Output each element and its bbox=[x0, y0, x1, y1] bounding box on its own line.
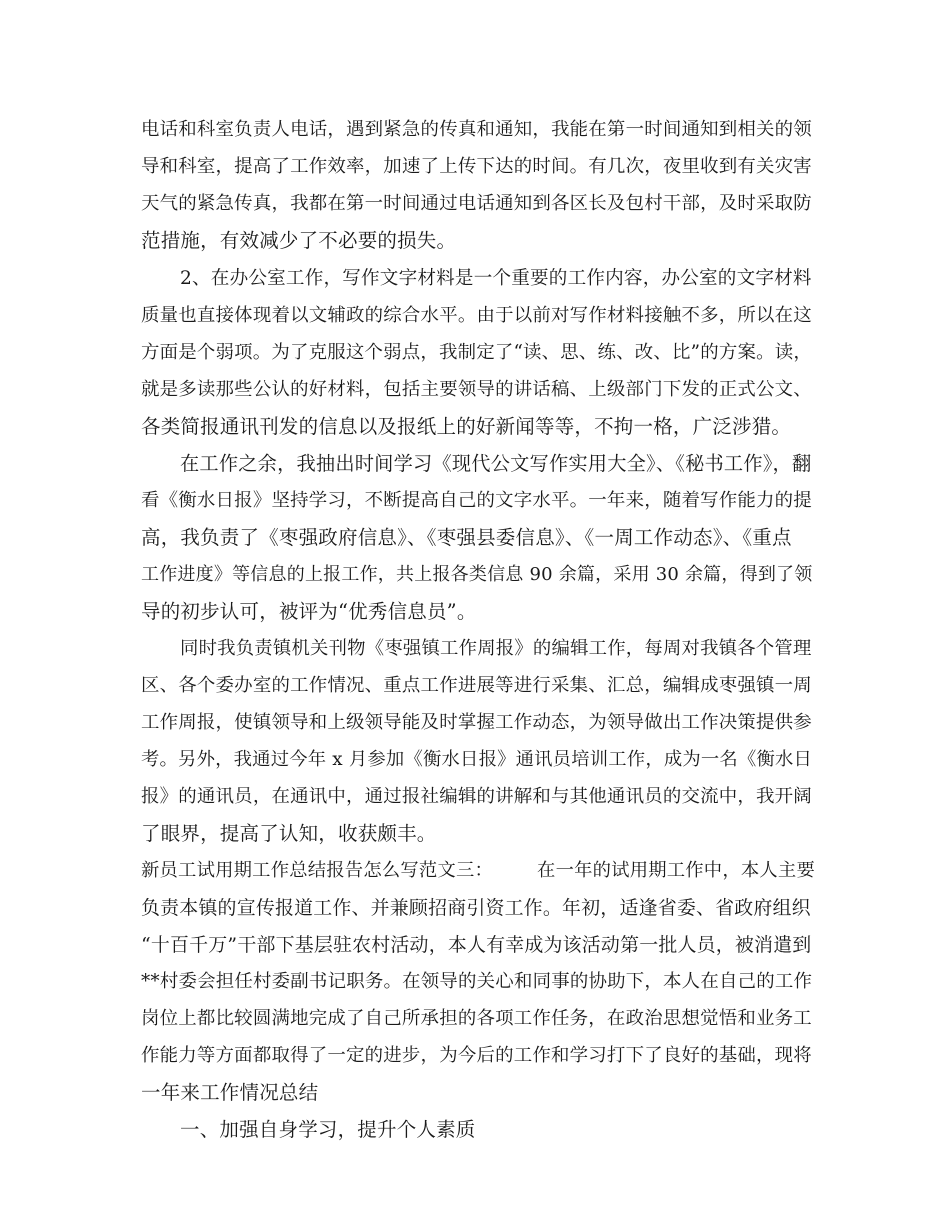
text-line: 了眼界，提高了认知，收获颇丰。 bbox=[141, 822, 437, 845]
section-heading: 新员工试用期工作总结报告怎么写范文三： bbox=[141, 860, 494, 881]
text-line: “十百千万”干部下基层驻农村活动，本人有幸成为该活动第一批人员，被消遣到 bbox=[141, 934, 812, 956]
subheading-line: 一、加强自身学习，提升个人素质 bbox=[180, 1118, 476, 1141]
text-line: 考。另外，我通过今年 x 月参加《衡水日报》通讯员培训工作，成为一名《衡水日 bbox=[141, 749, 813, 770]
text-line: 就是多读那些公认的好材料，包括主要领导的讲话稿、上级部门下发的正式公文、 bbox=[141, 379, 812, 400]
text-line: 岗位上都比较圆满地完成了自己所承担的各项工作任务，在政治思想觉悟和业务工 bbox=[141, 1008, 812, 1029]
text-line: 天气的紧急传真，我都在第一时间通过电话通知到各区长及包村干部，及时采取防 bbox=[141, 193, 812, 214]
text-line: 范措施，有效减少了不必要的损失。 bbox=[141, 229, 457, 252]
text-line: 一年来工作情况总结 bbox=[141, 1081, 319, 1104]
text-line: 负责本镇的宣传报道工作、并兼顾招商引资工作。年初，适逢省委、省政府组织 bbox=[141, 897, 811, 919]
text-line: 工作周报，使镇领导和上级领导能及时掌握工作动态，为领导做出工作决策提供参 bbox=[141, 712, 812, 733]
text-line: 导的初步认可，被评为“优秀信息员”。 bbox=[141, 600, 477, 623]
text-line: 看《衡水日报》坚持学习，不断提高自己的文字水平。一年来，随着写作能力的提 bbox=[141, 490, 812, 511]
text-line: 高，我负责了《枣强政府信息》、《枣强县委信息》、《一周工作动态》、《重点 bbox=[141, 526, 792, 549]
text-line: 在工作之余，我抽出时间学习《现代公文写作实用大全》、《秘书工作》，翻 bbox=[180, 452, 812, 475]
text-line: 质量也直接体现着以文辅政的综合水平。由于以前对写作材料接触不多，所以在这 bbox=[141, 305, 812, 326]
text-line: 导和科室，提高了工作效率，加速了上传下达的时间。有几次，夜里收到有关灾害 bbox=[141, 156, 812, 177]
text-line: 工作进度》等信息的上报工作，共上报各类信息 90 余篇，采用 30 余篇，得到了领 bbox=[141, 564, 813, 585]
section-heading-line bbox=[141, 859, 815, 883]
text-line: 作能力等方面都取得了一定的进步，为今后的工作和学习打下了良好的基础，现将 bbox=[141, 1045, 812, 1066]
text-line: 电话和科室负责人电话，遇到紧急的传真和通知，我能在第一时间通知到相关的领 bbox=[141, 119, 812, 140]
text-line: 2、在办公室工作，写作文字材料是一个重要的工作内容，办公室的文字材料 bbox=[180, 268, 812, 289]
text-line: 各类简报通讯刊发的信息以及报纸上的好新闻等等，不拘一格，广泛涉猎。 bbox=[141, 415, 792, 438]
text-line: **村委会担任村委副书记职务。在领导的关心和同事的协助下，本人在自己的工作 bbox=[141, 971, 813, 992]
text-line: 方面是个弱项。为了克服这个弱点，我制定了“读、思、练、改、比”的方案。读， bbox=[141, 342, 813, 363]
text-line: 报》的通讯员，在通讯中，通过报社编辑的讲解和与其他通讯员的交流中，我开阔 bbox=[141, 786, 812, 807]
text-run: 在一年的试用期工作中，本人主要 bbox=[537, 860, 815, 881]
text-line: 同时我负责镇机关刊物《枣强镇工作周报》的编辑工作，每周对我镇各个管理 bbox=[180, 638, 812, 659]
text-line: 区、各个委办室的工作情况、重点工作进展等进行采集、汇总，编辑成枣强镇一周 bbox=[141, 675, 812, 696]
